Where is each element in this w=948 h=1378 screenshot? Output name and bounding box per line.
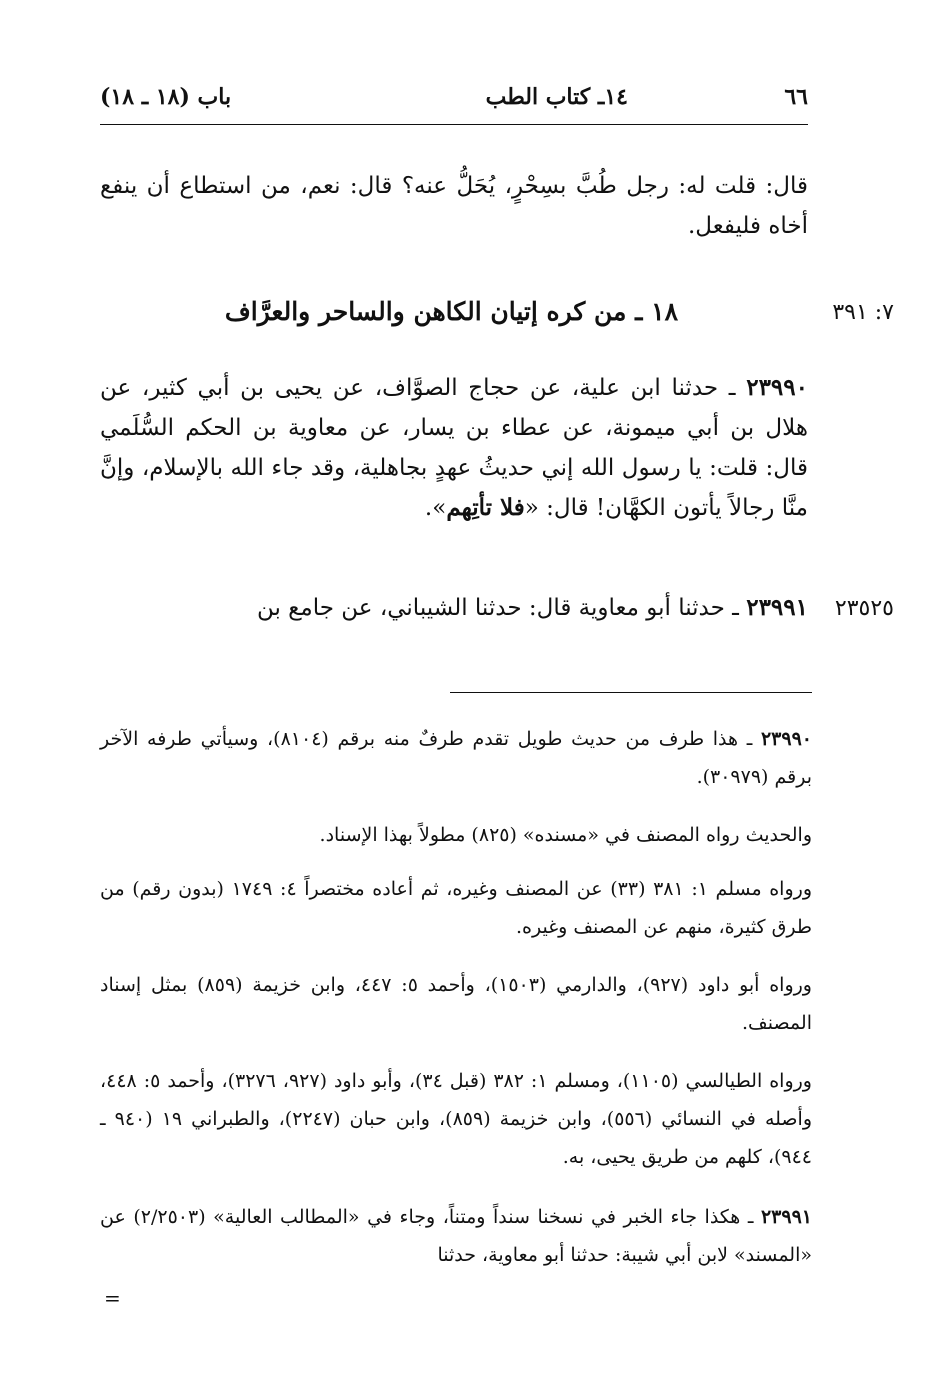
continuation-mark: = bbox=[104, 1286, 121, 1310]
hadith-paragraph-2 bbox=[100, 588, 808, 628]
hadith-paragraph bbox=[100, 368, 808, 528]
footnote-1-number: ٢٣٩٩٠ bbox=[760, 728, 812, 750]
footnote-1-text: ـ هذا طرف من حديث طويل تقدم طرفٌ منه برقم (٨١٠٤)، وسيأتي طرفه الآخر برقم (٣٠٩٧٩). bbox=[100, 728, 812, 788]
hadith-text-end: ». bbox=[424, 495, 447, 521]
footnote-separator bbox=[450, 692, 812, 693]
chapter-margin-reference: ٧: ٣٩١ bbox=[832, 300, 894, 325]
chapter-title: ١٨ ـ من كره إتيان الكاهن والساحر والعرَّاف bbox=[224, 297, 678, 326]
footnote-6-number: ٢٣٩٩١ bbox=[760, 1206, 812, 1228]
section-heading: باب (١٨ ـ ١٨) bbox=[100, 84, 232, 110]
hadith-number: ٢٣٩٩٠ bbox=[746, 374, 808, 401]
hadith-text-2: ـ حدثنا أبو معاوية قال: حدثنا الشيباني، عن جامع بن bbox=[256, 595, 739, 621]
footnote-1 bbox=[100, 720, 812, 796]
chapter-heading: ١٤ـ كتاب الطب bbox=[485, 84, 628, 110]
footnote-6-text: ـ هكذا جاء الخبر في نسخنا سنداً ومتناً، وجاء في «المطالب العالية» (٢/٢٥٠٣) عن «المسند» لابن أبي شيبة: حدثنا أبو معاوية، حدثنا bbox=[100, 1206, 812, 1266]
footnote-5: ورواه الطيالسي (١١٠٥)، ومسلم ١: ٣٨٢ (قبل ٣٤)، وأبو داود (٩٢٧، ٣٢٧٦)، وأحمد ٥: ٤٤٨، وأصله في النسائي (٥٥٦)، وابن خزيمة (٨٥٩)، وابن حبان (٢٢٤٧)، والطبراني ١٩ (٩٤٠ ـ ٩٤٤)، كلهم من طريق يحيى، به. bbox=[100, 1070, 813, 1168]
continuation-paragraph: قال: قلت له: رجل طُبَّ بسِحْرٍ، يُحَلُّ عنه؟ قال: نعم، من استطاع أن ينفع أخاه فليفعل. bbox=[100, 173, 808, 239]
footnote-3: ورواه مسلم ١: ٣٨١ (٣٣) عن المصنف وغيره، ثم أعاده مختصراً ٤: ١٧٤٩ (بدون رقم) من طرق كثيرة، منهم عن المصنف وغيره. bbox=[100, 878, 812, 938]
footnote-6 bbox=[100, 1198, 812, 1274]
page-number: ٦٦ bbox=[784, 84, 808, 110]
header-divider bbox=[100, 124, 808, 125]
footnote-2: والحديث رواه المصنف في «مسنده» (٨٢٥) مطولاً بهذا الإسناد. bbox=[319, 824, 812, 846]
hadith-text: ـ حدثنا ابن علية، عن حجاج الصوَّاف، عن يحيى بن أبي كثير، عن هلال بن أبي ميمونة، عن عطاء بن يسار، عن معاوية بن الحكم السُّلَمي قال: قلت: يا رسول الله إني حديثُ عهدٍ بجاهلية، وقد جاء الله بالإسلام، وإنَّ منَّا رجالاً يأتون الكهَّان! قال: « bbox=[100, 375, 808, 521]
hadith-number-2: ٢٣٩٩١ bbox=[746, 594, 808, 621]
hadith-emphasis: فلا تأتِهم bbox=[446, 494, 525, 521]
footnote-4: ورواه أبو داود (٩٢٧)، والدارمي (١٥٠٣)، وأحمد ٥: ٤٤٧، وابن خزيمة (٨٥٩) بمثل إسناد المصنف. bbox=[100, 974, 812, 1034]
running-header bbox=[100, 84, 808, 120]
hadith-margin-reference: ٢٣٥٢٥ bbox=[834, 596, 894, 621]
